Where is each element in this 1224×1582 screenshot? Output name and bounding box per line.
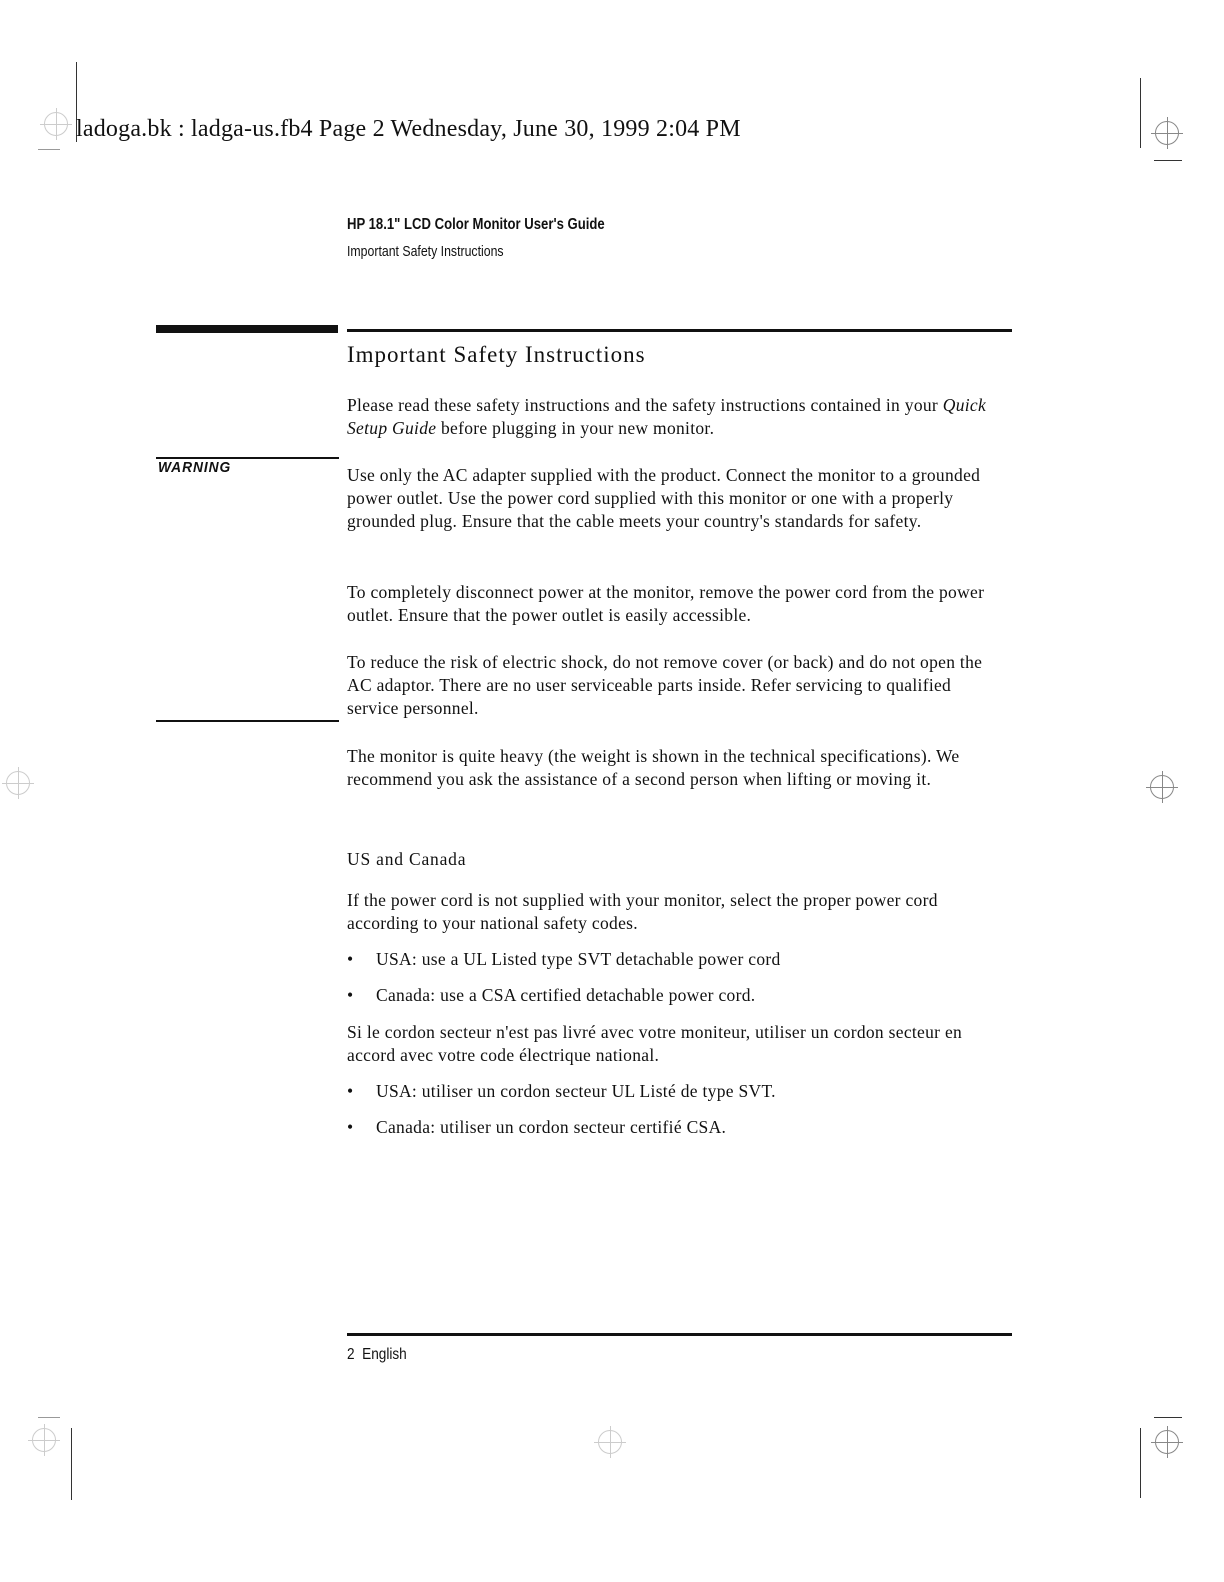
crop-mark xyxy=(1140,1428,1141,1498)
crop-mark xyxy=(1154,160,1182,161)
registration-mark-icon xyxy=(44,112,68,136)
list-item: • Canada: utiliser un cordon secteur certifié CSA. xyxy=(347,1117,727,1137)
running-header-subtitle: Important Safety Instructions xyxy=(347,243,504,260)
crop-mark xyxy=(38,1417,60,1418)
warning-paragraph: To reduce the risk of electric shock, do not remove cover (or back) and do not open the AC adaptor. There are no user serviceable parts inside. Refer servicing to qualified service personnel. xyxy=(347,652,983,718)
page-number: 2 xyxy=(347,1346,355,1363)
warning-label: WARNING xyxy=(158,459,232,476)
crop-mark xyxy=(71,1428,72,1500)
running-header-title: HP 18.1" LCD Color Monitor User's Guide xyxy=(347,216,605,233)
section-title: Important Safety Instructions xyxy=(347,342,646,367)
subsection-heading: US and Canada xyxy=(347,849,467,869)
registration-mark-icon xyxy=(1155,121,1179,145)
french-bullet-list xyxy=(347,1080,1007,1152)
crop-mark xyxy=(1154,1417,1182,1418)
list-item: • USA: use a UL Listed type SVT detachable power cord xyxy=(347,949,781,969)
section-rule-thick xyxy=(156,325,338,333)
registration-mark-icon xyxy=(1155,1430,1179,1454)
english-bullet-list xyxy=(347,948,1007,1020)
registration-mark-icon xyxy=(6,771,30,795)
bullet-icon: • xyxy=(347,1117,354,1137)
footer-rule xyxy=(347,1333,1012,1336)
page-footer xyxy=(347,1346,407,1364)
french-intro-paragraph: Si le cordon secteur n'est pas livré avec votre moniteur, utiliser un cordon secteur en accord avec votre code électrique national. xyxy=(347,1022,963,1065)
english-intro-paragraph: If the power cord is not supplied with your monitor, select the proper power cord according to your national safety codes. xyxy=(347,890,938,933)
footer-language: English xyxy=(362,1346,407,1363)
quick-setup-guide-reference: Quick Setup Guide xyxy=(347,395,987,438)
warning-rule-bottom xyxy=(156,720,339,722)
print-slug: ladoga.bk : ladga-us.fb4 Page 2 Wednesday, June 30, 1999 2:04 PM xyxy=(76,116,741,142)
weight-paragraph: The monitor is quite heavy (the weight is shown in the technical specifications). We recommend you ask the assistance of a second person when lifting or moving it. xyxy=(347,746,960,789)
warning-paragraph: To completely disconnect power at the monitor, remove the power cord from the power outlet. Ensure that the power outlet is easily accessible. xyxy=(347,582,985,625)
registration-mark-icon xyxy=(598,1430,622,1454)
registration-mark-icon xyxy=(1150,775,1174,799)
registration-mark-icon xyxy=(32,1428,56,1452)
crop-mark xyxy=(38,149,60,150)
warning-paragraph: Use only the AC adapter supplied with the product. Connect the monitor to a grounded power outlet. Use the power cord supplied with this monitor or one with a properly grounded plug. Ensure that the cable meets your country's standards for safety. xyxy=(347,465,981,531)
section-rule xyxy=(347,329,1012,332)
crop-mark xyxy=(1140,78,1141,148)
list-item: • USA: utiliser un cordon secteur UL Listé de type SVT. xyxy=(347,1081,776,1101)
bullet-icon: • xyxy=(347,985,354,1005)
list-item: • Canada: use a CSA certified detachable power cord. xyxy=(347,985,756,1005)
bullet-icon: • xyxy=(347,1081,354,1101)
intro-paragraph: Please read these safety instructions and the safety instructions contained in your Quick Setup Guide before plugging in your new monitor. xyxy=(347,395,987,438)
bullet-icon: • xyxy=(347,949,354,969)
